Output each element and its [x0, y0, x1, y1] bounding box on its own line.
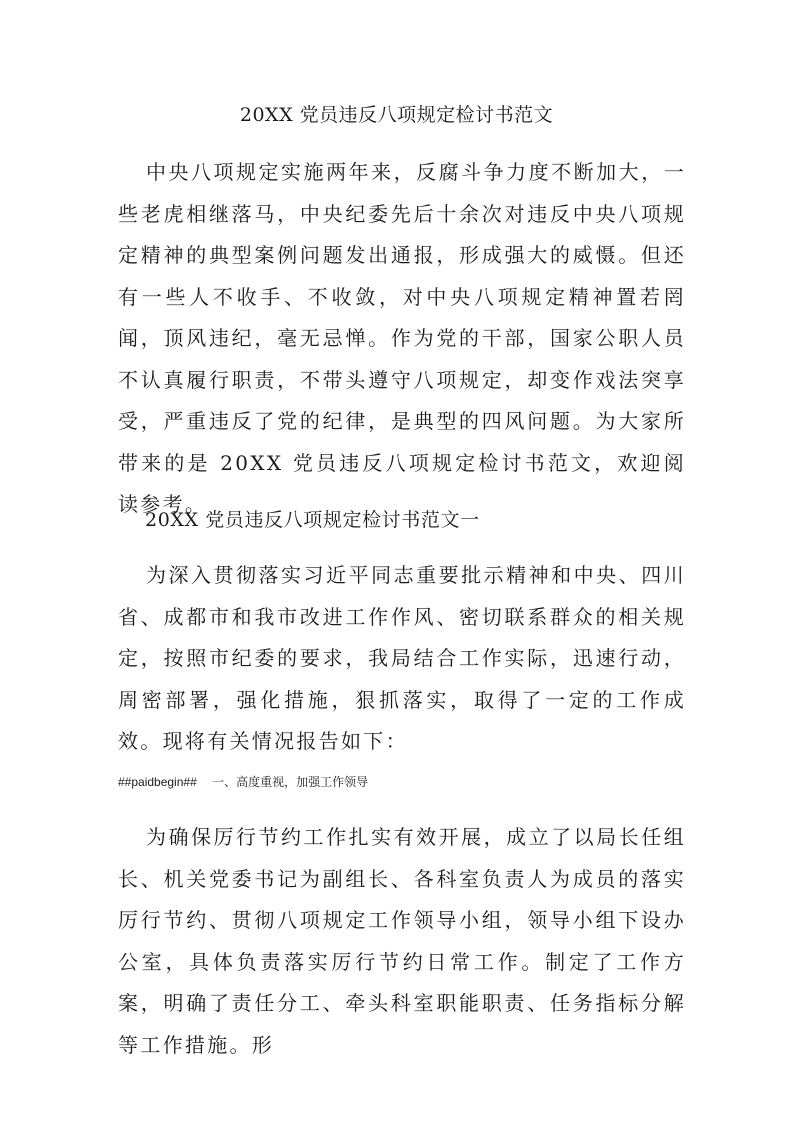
- section-paragraph: 为深入贯彻落实习近平同志重要批示精神和中央、四川省、成都市和我市改进工作作风、密切联系群众的相关规定，按照市纪委的要求，我局结合工作实际，迅速行动，周密部署，强化措施，狠抓落实，取得了一定的工作成效。现将有关情况报告如下：: [118, 563, 686, 753]
- document-title: 20XX 党员违反八项规定检讨书范文: [239, 104, 554, 126]
- body-paragraph: 为确保厉行节约工作扎实有效开展，成立了以局长任组长、机关党委书记为副组长、各科室负责人为成员的落实厉行节约、贯彻八项规定工作领导小组，领导小组下设办公室，具体负责落实厉行节约日常工作。制定了工作方案，明确了责任分工、牵头科室职能职责、任务指标分解等工作措施。形: [118, 825, 686, 1057]
- paid-marker-line: [118, 773, 368, 790]
- paid-marker: ##paidbegin##: [118, 775, 197, 789]
- intro-paragraph: 中央八项规定实施两年来，反腐斗争力度不断加大，一些老虎相继落马，中央纪委先后十余次对违反中央八项规定精神的典型案例问题发出通报，形成强大的威慑。但还有一些人不收手、不收敛，对中央八项规定精神置若罔闻，顶风违纪，毫无忌惮。作为党的干部，国家公职人员不认真履行职责，不带头遵守八项规定，却变作戏法突享受，严重违反了党的纪律，是典型的四风问题。为大家所带来的是 20XX 党员违反八项规定检讨书范文，欢迎阅读参考。: [118, 160, 686, 516]
- subheading: 一、高度重视，加强工作领导: [212, 775, 369, 789]
- section-heading: 20XX 党员违反八项规定检讨书范文一: [145, 509, 480, 531]
